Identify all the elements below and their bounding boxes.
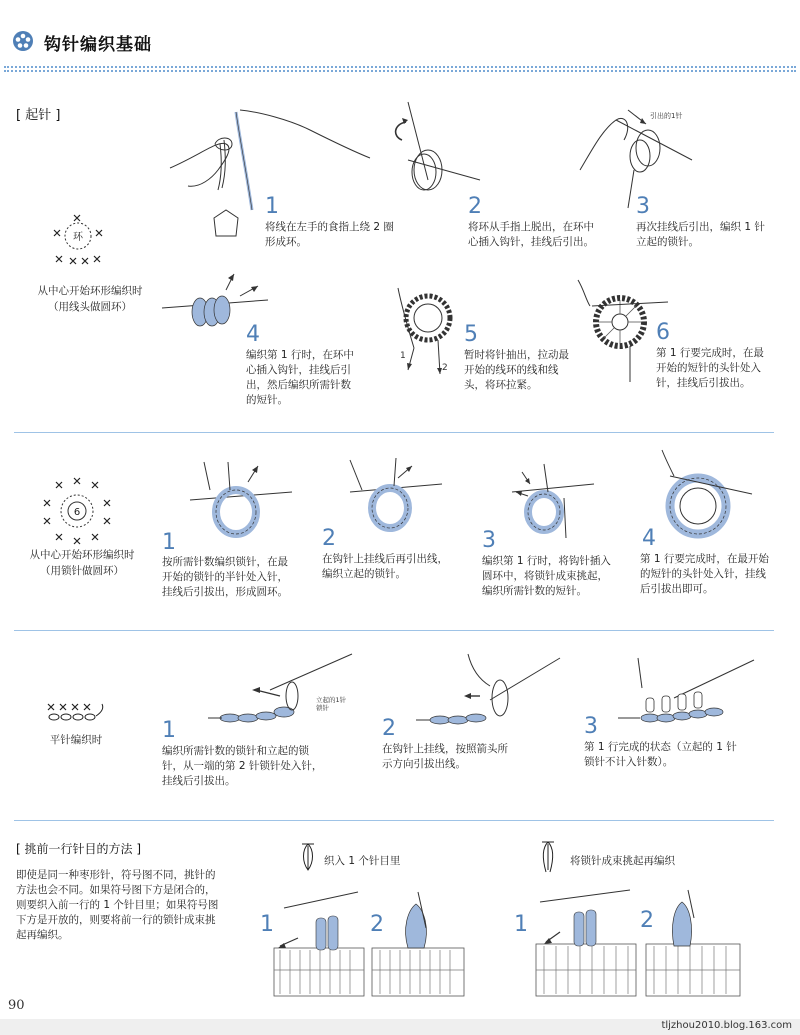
swatch-b-num-1: 1 — [514, 912, 528, 937]
step-text-3: 再次挂线后引出，编织 1 针 立起的锁针。 — [636, 221, 765, 248]
flat-step-text-3: 第 1 行完成的状态（立起的 1 针 锁针不计入针数）。 — [584, 741, 737, 768]
watermark-url: tljzhou2010.blog.163.com — [661, 1020, 792, 1031]
flat-row-symbol-diagram — [46, 702, 108, 724]
step5-arrow-1: 1 — [400, 351, 406, 361]
flat-step-text-1: 编织所需针数的锁针和立起的锁 针，从一端的第 2 针锁针处入针， 挂线后引拔出。 — [162, 745, 323, 787]
swatch-b-step-1 — [530, 888, 640, 998]
open-cluster-symbol-icon — [540, 840, 556, 874]
illustration-chain-step-3 — [508, 462, 598, 542]
chain-step-text-3: 编织第 1 行时，将钩针插入 圆环中，将锁针成束挑起， 编织所需针数的短针。 — [482, 555, 611, 597]
step-text-6: 第 1 行要完成时，在最 开始的短针的头针处入 针，挂线后引拔出。 — [656, 347, 764, 389]
ring-symbol-diagram — [48, 212, 108, 272]
label-single-stitch: 织入 1 个针目里 — [324, 855, 401, 867]
label-chain-bundle: 将锁针成束挑起再编织 — [570, 855, 675, 867]
ring-symbol-text: 环 — [73, 232, 83, 243]
section-start-chain-label: [ 起针 ] — [16, 108, 61, 123]
flat-note — [316, 695, 347, 712]
step-number-5: 5 — [464, 322, 478, 347]
flower-badge-icon — [12, 30, 34, 52]
swatch-b-num-2: 2 — [640, 908, 654, 933]
step5-arrow-2: 2 — [442, 363, 448, 373]
step-text-4: 编织第 1 行时，在环中 心插入钩针，挂线后引 出，然后编织所需针数 的短针。 — [246, 349, 354, 406]
flat-step-number-2: 2 — [382, 716, 396, 741]
chain-ring-symbol-diagram — [42, 476, 112, 546]
step-text-5: 暂时将针抽出，拉动最 开始的线环的线和线 头，将环拉紧。 — [464, 349, 569, 391]
swatch-a-num-2: 2 — [370, 912, 384, 937]
step-number-1: 1 — [265, 194, 279, 219]
flat-step-text-2: 在钩针上挂线，按照箭头所 示方向引拔出线。 — [382, 743, 508, 770]
symbol-label-yarn-ring: 从中心开始环形编织时 （用线头做圆环） — [37, 285, 143, 313]
flat-note-line: 立起的1针 — [316, 696, 347, 704]
section-divider-2 — [14, 630, 774, 631]
step-number-4: 4 — [246, 322, 260, 347]
illustration-chain-step-4 — [656, 446, 756, 552]
flat-step-number-1: 1 — [162, 718, 176, 743]
illustration-chain-step-2 — [346, 456, 446, 536]
section-pickup-text: 即使是同一种枣形针，符号图不同，挑针的方法也会不同。如果符号图下方是闭合的，则要织入前一行的 1 个针目里；如果符号图下方是开放的，则要将前一行的锁针成束挑起再编织。 — [16, 869, 219, 941]
step-text-2: 将环从手指上脱出，在环中 心插入钩针，挂线后引出。 — [468, 221, 594, 248]
flat-step-number-3: 3 — [584, 714, 598, 739]
page-number: 90 — [8, 998, 25, 1013]
illustration-flat-step-3 — [614, 654, 764, 730]
step-number-3: 3 — [636, 194, 650, 219]
chain-step-number-3: 3 — [482, 528, 496, 553]
chain-step-number-2: 2 — [322, 526, 336, 551]
chain-step-text-1: 按所需针数编织锁针，在最 开始的锁针的半针处入针， 挂线后引拔出，形成圆环。 — [162, 556, 288, 598]
chain-ring-center: 6 — [73, 507, 81, 518]
illustration-flat-step-2 — [410, 650, 570, 730]
swatch-a-step-1 — [258, 888, 368, 998]
chain-step-number-1: 1 — [162, 530, 176, 555]
step-number-6: 6 — [656, 320, 670, 345]
illustration-step-5 — [378, 278, 468, 388]
illustration-flat-step-1 — [200, 650, 360, 730]
illustration-chain-step-1 — [186, 460, 296, 540]
step3-note: 引出的1针 — [650, 112, 683, 120]
swatch-a-num-1: 1 — [260, 912, 274, 937]
symbol-label-chain-ring: 从中心开始环形编织时 （用锁针做圆环） — [29, 549, 135, 577]
flat-note-line: 锁针 — [316, 704, 329, 712]
step-number-2: 2 — [468, 194, 482, 219]
section-pickup-heading: [ 挑前一行针目的方法 ] — [16, 842, 142, 856]
symbol-label-flat: 平针编织时 — [49, 734, 103, 746]
chain-step-number-4: 4 — [642, 526, 656, 551]
section-divider-1 — [14, 432, 774, 433]
chain-step-text-4: 第 1 行要完成时，在最开始 的短针的头针处入针，挂线 后引拔出即可。 — [640, 553, 769, 595]
closed-cluster-symbol-icon — [300, 842, 316, 872]
header-divider — [4, 66, 796, 68]
swatch-a-step-2 — [368, 888, 468, 998]
page-title: 钩针编织基础 — [44, 35, 152, 55]
header-divider-2 — [4, 70, 796, 72]
swatch-b-step-2 — [644, 888, 744, 998]
section-divider-3 — [14, 820, 774, 821]
step-text-1: 将线在左手的食指上绕 2 圈 形成环。 — [265, 221, 394, 248]
chain-step-text-2: 在钩针上挂线后再引出线， 编织立起的锁针。 — [322, 553, 448, 580]
